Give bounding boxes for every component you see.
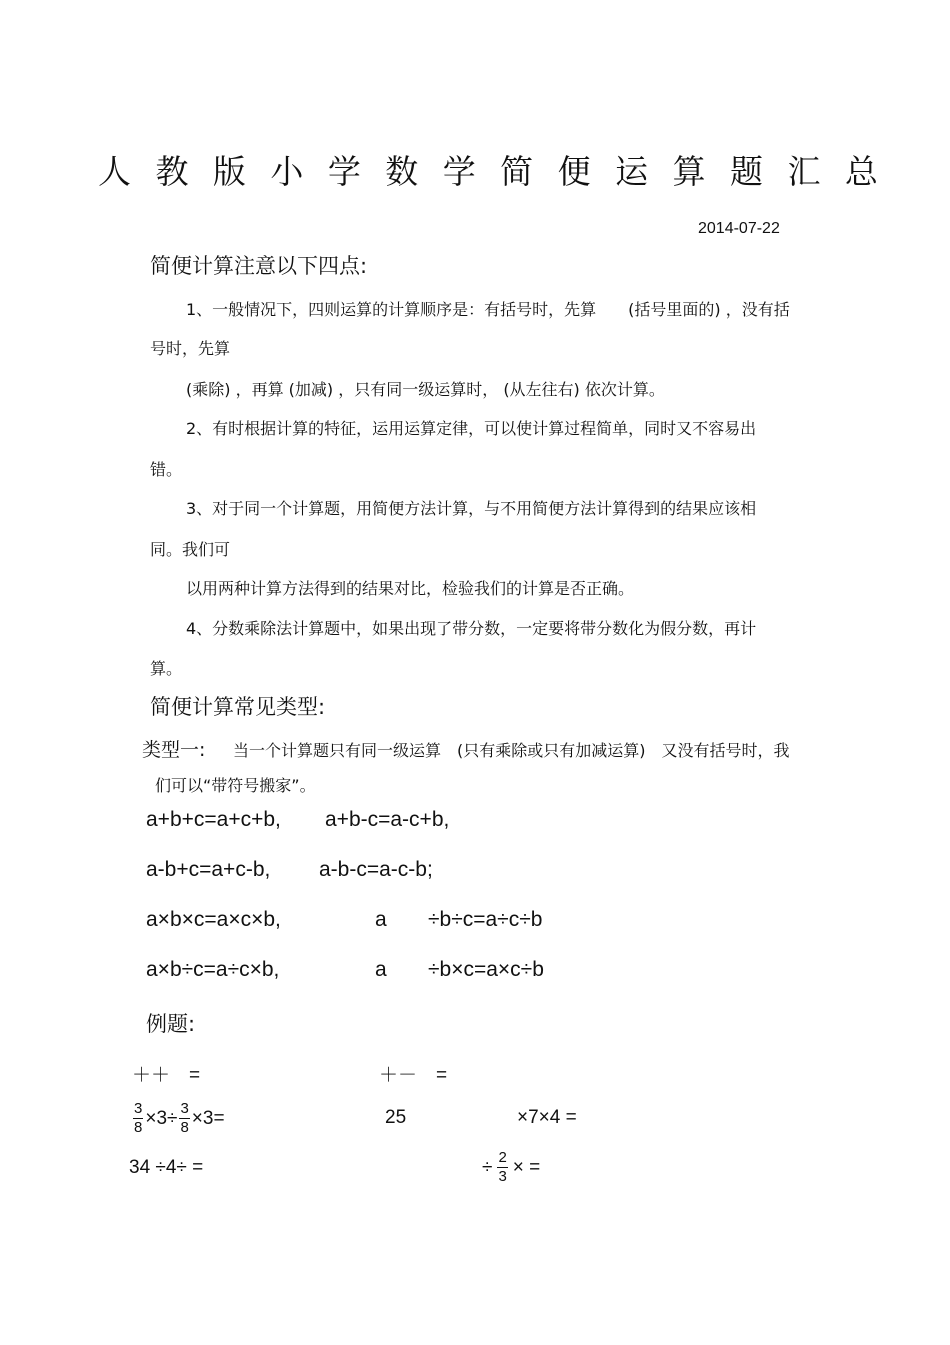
type-one-label: 类型一: xyxy=(142,739,206,761)
formula-div-1: ÷b÷c=a÷c÷b xyxy=(428,908,543,931)
example-6 xyxy=(482,1149,540,1186)
formula-mixed-2: ÷b×c=a×c÷b xyxy=(428,958,544,981)
examples-heading: 例题: xyxy=(146,1012,196,1036)
title-char: 学 xyxy=(442,152,476,191)
title-char: 总 xyxy=(844,152,878,191)
example-3-end: ×3= xyxy=(191,1107,225,1129)
type-one-line-1: 当一个计算题只有同一级运算 (只有乘除或只有加减运算) 又没有括号时，我 xyxy=(233,741,790,760)
example-2: ＋－ = xyxy=(379,1065,448,1086)
note-3-line-3: 以用两种计算方法得到的结果对比，检验我们的计算是否正确。 xyxy=(186,579,635,598)
fraction-denominator: 8 xyxy=(180,1119,189,1136)
note-1-line-3: (乘除) ，再算 (加减) ，只有同一级运算时， (从左往右) 依次计算。 xyxy=(186,380,665,399)
title-char: 学 xyxy=(327,152,361,191)
title-char: 简 xyxy=(500,152,534,191)
fraction-numerator: 3 xyxy=(180,1100,189,1117)
fraction xyxy=(133,1100,143,1137)
title-char: 教 xyxy=(155,152,189,191)
example-1: ＋＋ = xyxy=(132,1065,201,1086)
title-char: 算 xyxy=(672,152,706,191)
example-6-divide: ÷ xyxy=(482,1156,493,1178)
fraction-denominator: 8 xyxy=(134,1119,143,1136)
note-1-line-2: 号时，先算 xyxy=(150,339,231,358)
title-char: 汇 xyxy=(787,152,821,191)
title-char: 便 xyxy=(557,152,591,191)
fraction-numerator: 2 xyxy=(498,1149,507,1166)
note-3-line-1: 3、对于同一个计算题，用简便方法计算，与不用简便方法计算得到的结果应该相 xyxy=(186,499,757,518)
formula-div-1-var: a xyxy=(375,908,387,931)
example-3 xyxy=(131,1100,225,1137)
title-char: 小 xyxy=(270,152,304,191)
title-char: 数 xyxy=(385,152,419,191)
fraction xyxy=(497,1149,507,1186)
title-char: 人 xyxy=(98,152,131,191)
note-3-line-2: 同。我们可 xyxy=(150,540,231,559)
example-5: 34 ÷4÷ = xyxy=(129,1157,204,1178)
formula-mixed-1: a×b÷c=a÷c×b, xyxy=(146,958,280,981)
example-4-number: 25 xyxy=(385,1107,407,1128)
title-char: 运 xyxy=(615,152,649,191)
note-4-line-2: 算。 xyxy=(150,659,183,678)
formula-mul-1: a×b×c=a×c×b, xyxy=(146,908,281,931)
formula-add-2: a+b-c=a-c+b, xyxy=(325,808,450,831)
type-one-line-2: 们可以“带符号搬家”。 xyxy=(155,776,316,795)
note-2-line-2: 错。 xyxy=(150,460,183,479)
example-3-middle: ×3÷ xyxy=(145,1107,178,1129)
example-4: ×7×4 = xyxy=(517,1107,577,1128)
note-4-line-1: 4、分数乘除法计算题中，如果出现了带分数，一定要将带分数化为假分数，再计 xyxy=(186,619,757,638)
note-2-line-1: 2、有时根据计算的特征，运用运算定律，可以使计算过程简单，同时又不容易出 xyxy=(186,419,757,438)
example-6-end: × = xyxy=(512,1156,541,1178)
note-1-line-1: 1、一般情况下，四则运算的计算顺序是：有括号时，先算 (括号里面的) ，没有括 xyxy=(186,300,790,319)
date: 2014-07-22 xyxy=(698,220,780,237)
formula-add-1: a+b+c=a+c+b, xyxy=(146,808,281,831)
formula-sub-2: a-b-c=a-c-b; xyxy=(319,858,433,881)
section-heading-notes: 简便计算注意以下四点: xyxy=(150,254,368,278)
formula-sub-1: a-b+c=a+c-b, xyxy=(146,858,271,881)
fraction-denominator: 3 xyxy=(498,1168,507,1185)
fraction-numerator: 3 xyxy=(134,1100,143,1117)
formula-mixed-2-var: a xyxy=(375,958,387,981)
title-char: 题 xyxy=(729,152,763,191)
section-heading-types: 简便计算常见类型: xyxy=(150,695,326,719)
fraction xyxy=(179,1100,189,1137)
title-char: 版 xyxy=(212,152,246,191)
page-title xyxy=(98,146,878,193)
